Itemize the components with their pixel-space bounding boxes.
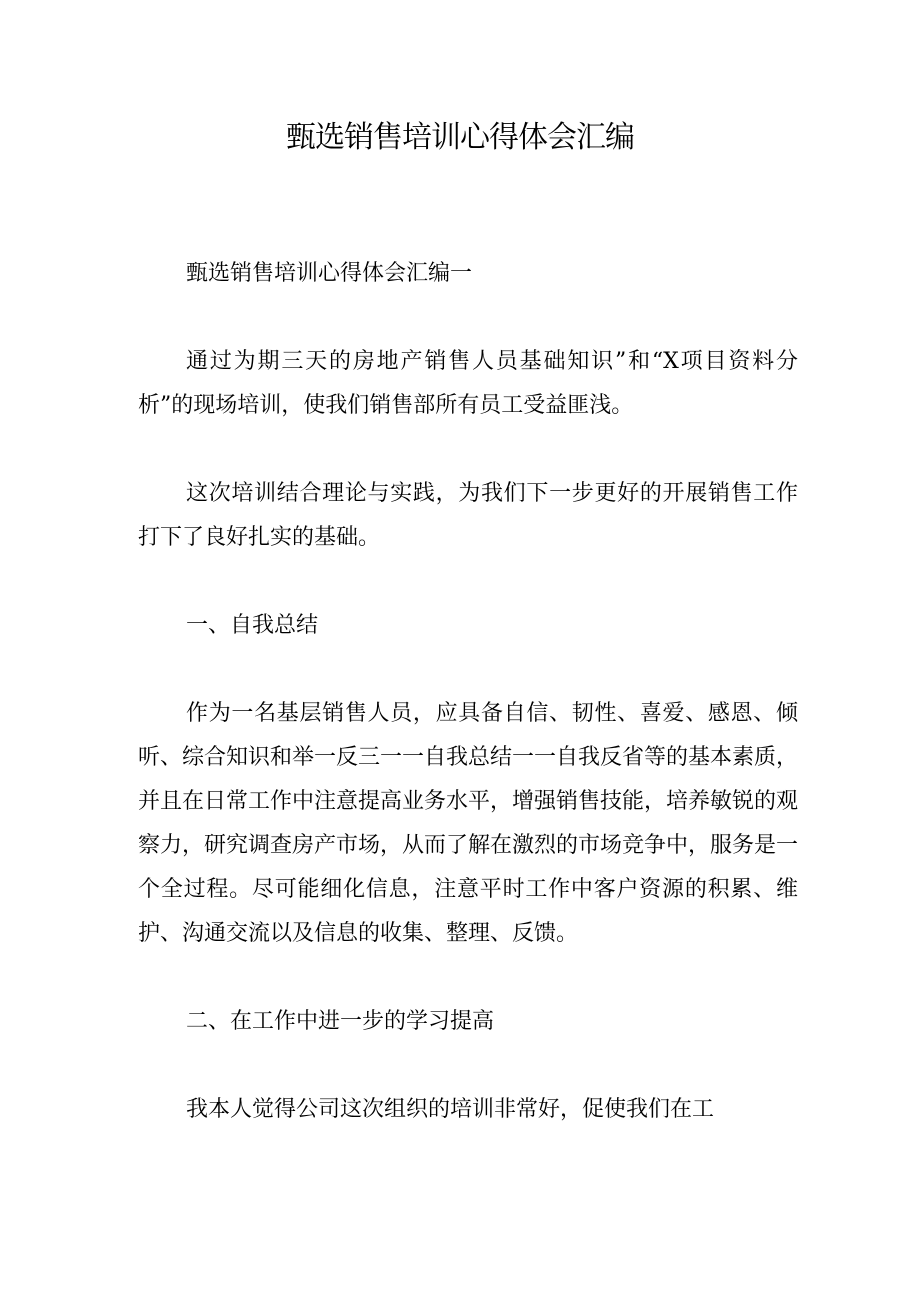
paragraph-self-summary: 作为一名基层销售人员，应具备自信、韧性、喜爱、感恩、倾听、综合知识和举一反三一一自我总结一一自我反省等的基本素质，并且在日常工作中注意提高业务水平，增强销售技能，培养敏锐的观察力，研究调查房产市场，从而了解在激烈的市场竞争中，服务是一个全过程。尽可能细化信息，注意平时工作中客户资源的积累、维护、沟通交流以及信息的收集、整理、反馈。 <box>138 701 799 946</box>
document-body <box>138 252 798 1176</box>
paragraph-further-learning: 我本人觉得公司这次组织的培训非常好，促使我们在工 <box>186 1097 715 1122</box>
document-title: 甄选销售培训心得体会汇编 <box>286 120 634 155</box>
document-subtitle: 甄选销售培训心得体会汇编一 <box>186 261 473 286</box>
paragraph-foundation: 这次培训结合理论与实践，为我们下一步更好的开展销售工作打下了良好扎实的基础。 <box>138 481 798 550</box>
paragraph-intro: 通过为期三天的房地产销售人员基础知识”和“X项目资料分析”的现场培训，使我们销售部所有员工受益匪浅。 <box>138 349 798 418</box>
section-heading-self-summary: 一、自我总结 <box>186 613 319 638</box>
section-heading-further-learning: 二、在工作中进一步的学习提高 <box>186 1009 495 1034</box>
